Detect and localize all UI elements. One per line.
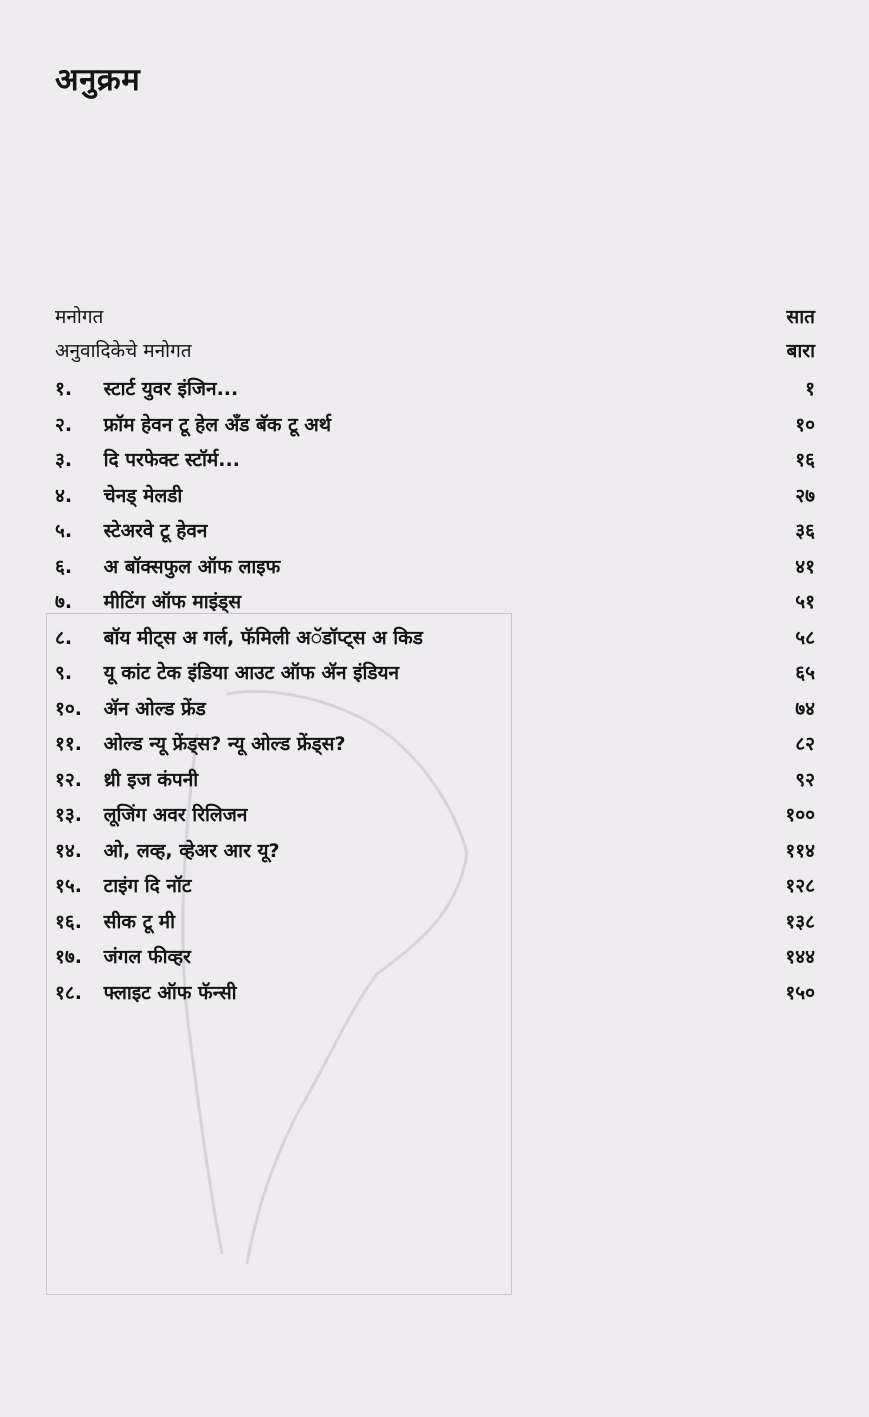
chapter-title: फ्लाइट ऑफ फॅन्सी <box>103 981 237 1004</box>
chapter-title: लूजिंग अवर रिलिजन <box>103 804 248 826</box>
chapter-page: १६ <box>795 449 815 471</box>
chapter-page: १४४ <box>785 946 815 968</box>
chapter-title: टाइंग दि नॉट <box>103 875 192 897</box>
toc-row <box>55 588 815 624</box>
chapter-page: १ <box>805 378 815 400</box>
toc-row-translator-note <box>55 337 815 375</box>
chapter-title: ॲन ओल्ड फ्रेंड <box>103 697 206 720</box>
chapter-title: जंगल फीव्हर <box>103 946 191 968</box>
toc-row <box>55 624 815 660</box>
chapter-page: ३६ <box>795 520 815 542</box>
chapter-number: ४. <box>55 484 73 507</box>
chapter-title: सीक टू मी <box>103 910 176 933</box>
chapter-number: १३. <box>55 804 82 826</box>
chapter-title: स्टार्ट युवर इंजिन... <box>103 378 239 400</box>
chapter-number: १४. <box>55 839 82 862</box>
toc-row <box>55 766 815 802</box>
toc-row <box>55 695 815 731</box>
chapter-number: १०. <box>55 697 82 720</box>
chapter-title: बॉय मीट्स अ गर्ल, फॅमिली अॅडॉप्ट्स अ किड <box>103 626 423 649</box>
chapter-number: १७. <box>55 946 82 968</box>
chapter-title: अ बॉक्सफुल ऑफ लाइफ <box>103 555 281 578</box>
toc-row <box>55 801 815 837</box>
chapter-number: १८. <box>55 981 82 1004</box>
chapter-page: ७४ <box>795 697 815 720</box>
toc-row <box>55 482 815 518</box>
chapter-page: १० <box>795 413 815 436</box>
toc-row <box>55 446 815 482</box>
chapter-number: १. <box>55 378 73 400</box>
chapter-title: चेनड् मेलडी <box>103 484 183 507</box>
table-of-contents <box>55 303 815 1014</box>
toc-row <box>55 375 815 411</box>
page-title: अनुक्रम <box>55 62 141 98</box>
chapter-title: दि परफेक्ट स्टॉर्म... <box>103 449 240 471</box>
toc-row <box>55 943 815 979</box>
chapter-page: ६५ <box>795 662 815 684</box>
chapter-page: ८२ <box>795 733 815 755</box>
toc-intro-label: अनुवादिकेचे मनोगत <box>55 340 192 362</box>
chapter-number: ८. <box>55 626 73 649</box>
chapter-number: १५. <box>55 875 82 897</box>
toc-row <box>55 517 815 553</box>
chapter-page: १५० <box>785 981 815 1004</box>
toc-intro-page: सात <box>786 306 815 328</box>
toc-row-preface <box>55 303 815 337</box>
chapter-page: ५८ <box>795 626 815 649</box>
chapter-number: २. <box>55 413 73 436</box>
toc-row <box>55 659 815 695</box>
chapter-number: १२. <box>55 768 82 791</box>
chapter-page: १३८ <box>785 910 815 933</box>
chapter-number: ७. <box>55 591 73 613</box>
chapter-page: ९२ <box>795 768 815 791</box>
chapter-title: ओ, लव्ह, व्हेअर आर यू? <box>103 839 280 862</box>
toc-row <box>55 908 815 944</box>
toc-row <box>55 872 815 908</box>
toc-row <box>55 553 815 589</box>
chapter-number: १६. <box>55 910 82 933</box>
toc-row <box>55 730 815 766</box>
chapter-page: १०० <box>785 804 815 826</box>
chapter-title: यू कांट टेक इंडिया आउट ऑफ ॲन इंडियन <box>103 662 400 684</box>
toc-row <box>55 979 815 1015</box>
toc-row <box>55 837 815 873</box>
chapter-page: १२८ <box>785 875 815 897</box>
chapter-page: ४१ <box>795 555 815 578</box>
toc-intro-page: बारा <box>786 340 815 362</box>
chapter-title: ओल्ड न्यू फ्रेंड्स? न्यू ओल्ड फ्रेंड्स? <box>103 733 346 755</box>
chapter-number: ११. <box>55 733 82 755</box>
chapter-number: ९. <box>55 662 73 684</box>
toc-intro-label: मनोगत <box>55 306 104 328</box>
chapter-title: थ्री इज कंपनी <box>103 768 199 791</box>
chapter-number: ५. <box>55 520 73 542</box>
chapter-title: स्टेअरवे टू हेवन <box>103 520 208 542</box>
chapter-page: २७ <box>795 484 815 507</box>
chapter-number: ३. <box>55 449 73 471</box>
chapter-page: ११४ <box>785 839 815 862</box>
chapter-page: ५१ <box>795 591 815 613</box>
toc-row <box>55 411 815 447</box>
chapter-title: मीटिंग ऑफ माइंड्स <box>103 591 242 613</box>
chapter-number: ६. <box>55 555 73 578</box>
chapter-title: फ्रॉम हेवन टू हेल अँड बॅक टू अर्थ <box>103 413 331 436</box>
